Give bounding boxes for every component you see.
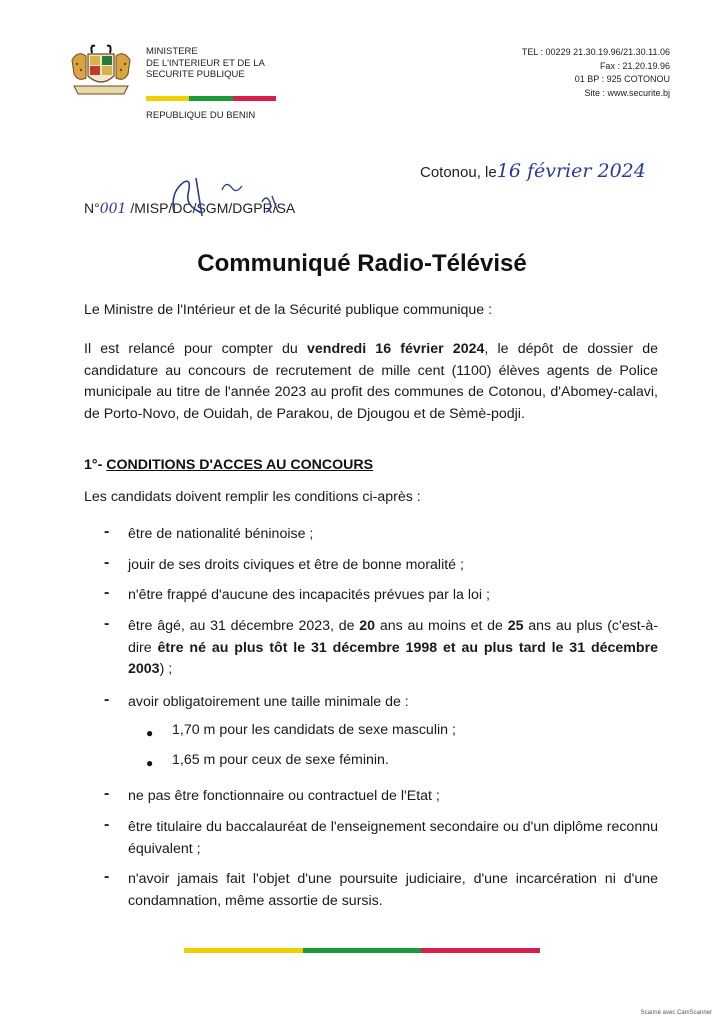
flag-stripe-red: [233, 96, 276, 101]
age-text: ) ;: [159, 661, 173, 677]
contact-po-box: 01 BP : 925 COTONOU: [574, 74, 670, 84]
section-heading: [84, 457, 373, 473]
paragraph-text: , le dépôt de dossier de candidature au concours de recrutement de mille cent (1100) élèves agents de Police municipale au titre de l'année 2023 au profit des communes de Cotonou, d'Abomey-calavi, de Porto-Novo, de Ouidah, de Parakou, de Djougou et de Sèmè-podji.: [84, 341, 659, 422]
condition-civic-rights: jouir de ses droits civiques et être de bonne moralité ;: [128, 557, 464, 573]
list-bullet: ●: [146, 726, 154, 740]
condition-not-civil-servant: ne pas être fonctionnaire ou contractuel de l'Etat ;: [128, 788, 440, 804]
flag-stripe-green: [189, 96, 232, 101]
condition-no-criminal-record: n'avoir jamais fait l'objet d'une poursuite judiciaire, d'une incarcération ni d'une condamnation, même assortie de sursis.: [128, 871, 658, 909]
document-title: Communiqué Radio-Télévisé: [197, 250, 527, 277]
list-bullet: ●: [146, 756, 154, 770]
contact-block: [522, 46, 670, 100]
flag-stripe-red: [421, 948, 540, 953]
handwritten-date: 16 février 2024: [496, 160, 646, 182]
date-prefix: Cotonou, le: [420, 164, 497, 181]
contact-website: Site : www.securite.bj: [584, 87, 670, 98]
condition-age: [128, 616, 658, 681]
age-text: ans au plus (c'est-à-dire: [128, 618, 658, 656]
section-number: 1°-: [84, 457, 107, 473]
list-dash: -: [104, 584, 110, 601]
age-text: ans au moins et de: [375, 618, 508, 634]
list-dash: -: [104, 554, 110, 571]
paragraph-date-bold: vendredi 16 février 2024: [307, 341, 485, 357]
birth-range-bold: être né au plus tôt le 31 décembre 1998 et au plus tard le 31 décembre 2003: [128, 639, 658, 677]
ministry-line: MINISTERE: [146, 46, 198, 57]
flag-stripe-yellow: [146, 96, 189, 101]
intro-text: Le Ministre de l'Intérieur et de la Sécurité publique communique :: [84, 302, 493, 318]
paragraph-text: Il est relancé pour compter du: [84, 341, 307, 357]
flag-stripe-yellow: [184, 948, 303, 953]
contact-fax: Fax : 21.20.19.96: [599, 60, 670, 71]
age-min-bold: 20: [359, 618, 376, 634]
signature-initials-icon: [166, 172, 296, 222]
list-dash: -: [104, 615, 110, 632]
flag-stripe-green: [303, 948, 422, 953]
main-paragraph: [84, 339, 658, 425]
list-dash: -: [104, 691, 110, 708]
coat-of-arms-icon: [68, 42, 134, 98]
conditions-intro: Les candidats doivent remplir les conditions ci-après :: [84, 489, 421, 505]
section-title: CONDITIONS D'ACCES AU CONCOURS: [106, 457, 374, 473]
age-max-bold: 25: [507, 618, 524, 634]
list-dash: -: [104, 816, 110, 833]
contact-phone: TEL : 00229 21.30.19.96/21.30.11.06: [521, 47, 670, 57]
flag-bar: [146, 96, 276, 101]
age-text: être âgé, au 31 décembre 2023, de: [128, 618, 360, 634]
footer-flag-bar: [184, 948, 540, 953]
reference-handwritten-number: 001: [99, 201, 127, 217]
height-male: 1,70 m pour les candidats de sexe masculin ;: [172, 722, 456, 738]
ministry-name: [146, 46, 265, 81]
condition-nationality: être de nationalité béninoise ;: [128, 526, 314, 542]
height-female: 1,65 m pour ceux de sexe féminin.: [172, 752, 389, 768]
republic-name: REPUBLIQUE DU BENIN: [146, 110, 256, 121]
ministry-line: SECURITE PUBLIQUE: [146, 69, 245, 80]
condition-incapacities: n'être frappé d'aucune des incapacités prévues par la loi ;: [128, 587, 490, 603]
list-dash: -: [104, 868, 110, 885]
scanner-watermark: Scanné avec CamScanner: [640, 1010, 712, 1016]
condition-height: avoir obligatoirement une taille minimale de :: [128, 694, 409, 710]
ministry-line: DE L'INTERIEUR ET DE LA: [146, 57, 265, 69]
reference-code: /MISP/DC/SGM/DGPR/SA: [126, 200, 296, 216]
date-line: [420, 160, 646, 182]
reference-prefix: N°: [84, 200, 100, 216]
list-dash: -: [104, 523, 110, 540]
list-dash: -: [104, 785, 110, 802]
condition-baccalaureate: être titulaire du baccalauréat de l'enseignement secondaire ou d'un diplôme reconnu équivalent ;: [128, 819, 658, 857]
